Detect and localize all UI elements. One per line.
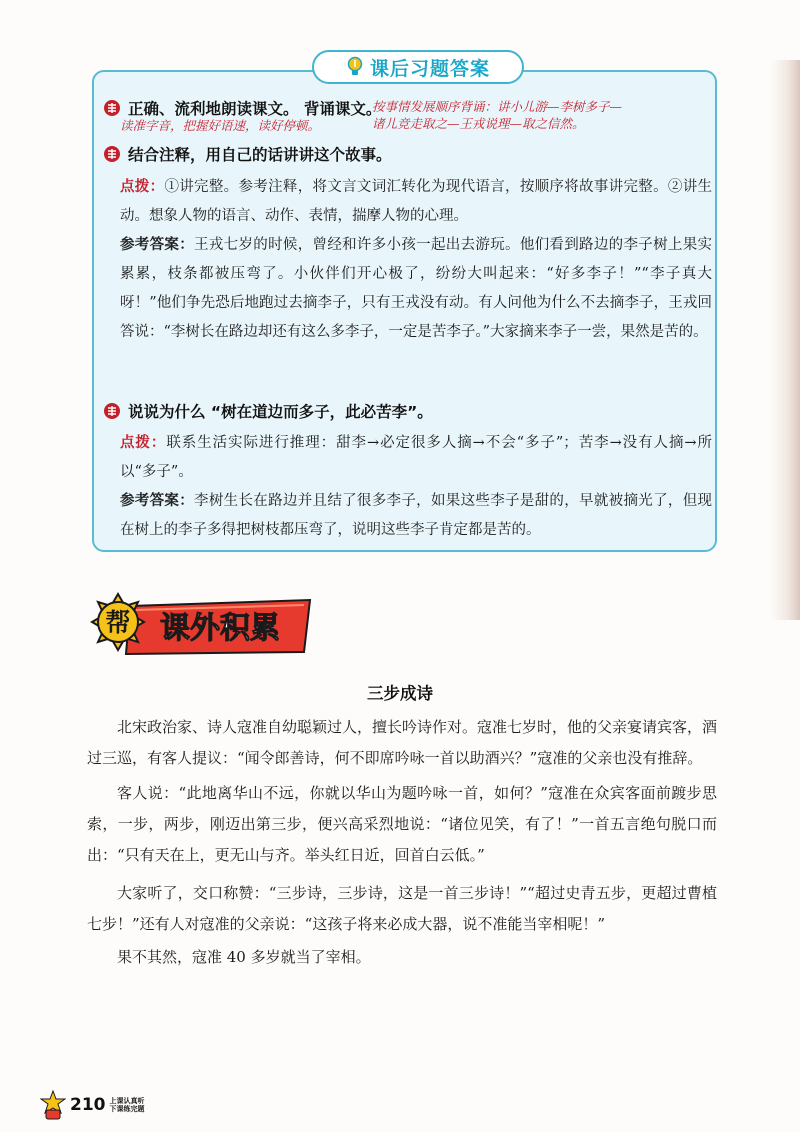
tip-label: 点拨： <box>120 178 165 195</box>
answer-text: 李树生长在路边并且结了很多李子，如果这些李子是甜的，早就被摘光了，但现在树上的李子多得把树枝都压弯了，说明这些李子肯定都是苦的。 <box>120 493 713 538</box>
article-paragraph: 客人说：“此地离华山不远，你就以华山为题吟咏一首，如何？”寇准在众宾客面前踱步思索，一步，两步，刚迈出第三步，便兴高采烈地说：“诸位见笑，有了！”一首五言绝句脱口而出：“只有天在上，更无山与齐。举头红日近，回首白云低。” <box>87 784 717 864</box>
answer-banner-title: 课后习题答案 <box>369 57 490 80</box>
lightbulb-icon <box>346 56 364 78</box>
article-paragraph: 北宋政治家、诗人寇准自幼聪颖过人，擅长吟诗作对。寇准七岁时，他的父亲宴请宾客，酒过三巡，有客人提议：“闻令郎善诗，何不即席吟咏一首以助酒兴？”寇准的父亲也没有推辞。 <box>87 718 718 767</box>
tip-text: 联系生活实际进行推理：甜李→必定很多人摘→不会“多子”；苦李→没有人摘→所以“多子”。 <box>120 435 713 480</box>
article-paragraph: 果不其然，寇准 40 多岁就当了宰相。 <box>117 948 371 966</box>
section-badge <box>82 592 318 664</box>
answer-label: 参考答案： <box>120 236 195 253</box>
article-paragraph: 大家听了，交口称赞：“三步诗，三步诗，这是一首三步诗！”“超过史青五步，更超过曹植七步！”还有人对寇准的父亲说：“这孩子将来必成大器，说不准能当宰相呢！” <box>87 884 717 933</box>
answer-banner <box>312 50 524 84</box>
question-2-text: 结合注释，用自己的话讲讲这个故事。 <box>128 146 392 164</box>
question-3-tip <box>120 428 712 487</box>
page-number: 210 <box>70 1095 106 1115</box>
question-2-answer <box>120 230 712 347</box>
badge-title: 课外积累 <box>160 611 280 646</box>
slogan-line-1: 上课认真听 <box>109 1097 145 1105</box>
question-1-note-left: 读准字音，把握好语速，读好停顿。 <box>120 118 321 133</box>
page-edge-shadow <box>770 60 800 620</box>
badge-char: 帮 <box>105 608 131 637</box>
seal-icon <box>103 145 121 163</box>
answer-text: 王戎七岁的时候，曾经和许多小孩一起出去游玩。他们看到路边的李子树上果实累累，枝条都被压弯了。小伙伴们开心极了，纷纷大叫起来：“好多李子！”“李子真大呀！”他们争先恐后地跑过去摘李子，只有王戎没有动。有人问他为什么不去摘李子，王戎回答说：“李树长在路边却还有这么多李子，一定是苦李子。”大家摘来李子一尝，果然是苦的。 <box>120 237 713 340</box>
question-2-tip <box>120 172 712 231</box>
question-3 <box>103 400 433 422</box>
question-3-answer <box>120 486 712 545</box>
footer-slogan <box>110 1097 154 1113</box>
question-2 <box>103 143 392 165</box>
question-1-text: 正确、流利地朗读课文。 背诵课文。 <box>128 100 382 118</box>
seal-icon <box>103 99 121 117</box>
seal-icon <box>103 402 121 420</box>
answer-label: 参考答案： <box>120 492 195 509</box>
question-1-note-right: 按事情发展顺序背诵：讲小儿游—李树多子—诸儿竞走取之—王戎说理—取之信然。 <box>372 99 623 131</box>
tip-text: ①讲完整。参考注释，将文言文词汇转化为现代语言，按顺序将故事讲完整。②讲生动。想象人物的语言、动作、表情，揣摩人物的心理。 <box>120 179 713 224</box>
tip-label: 点拨： <box>120 434 167 451</box>
slogan-line-2: 下课练完题 <box>109 1105 145 1113</box>
question-1 <box>103 97 381 119</box>
question-3-text: 说说为什么 “树在道边而多子，此必苦李”。 <box>128 403 433 421</box>
page-footer <box>40 1090 154 1120</box>
article-title: 三步成诗 <box>367 684 433 703</box>
mascot-icon <box>40 1090 66 1120</box>
